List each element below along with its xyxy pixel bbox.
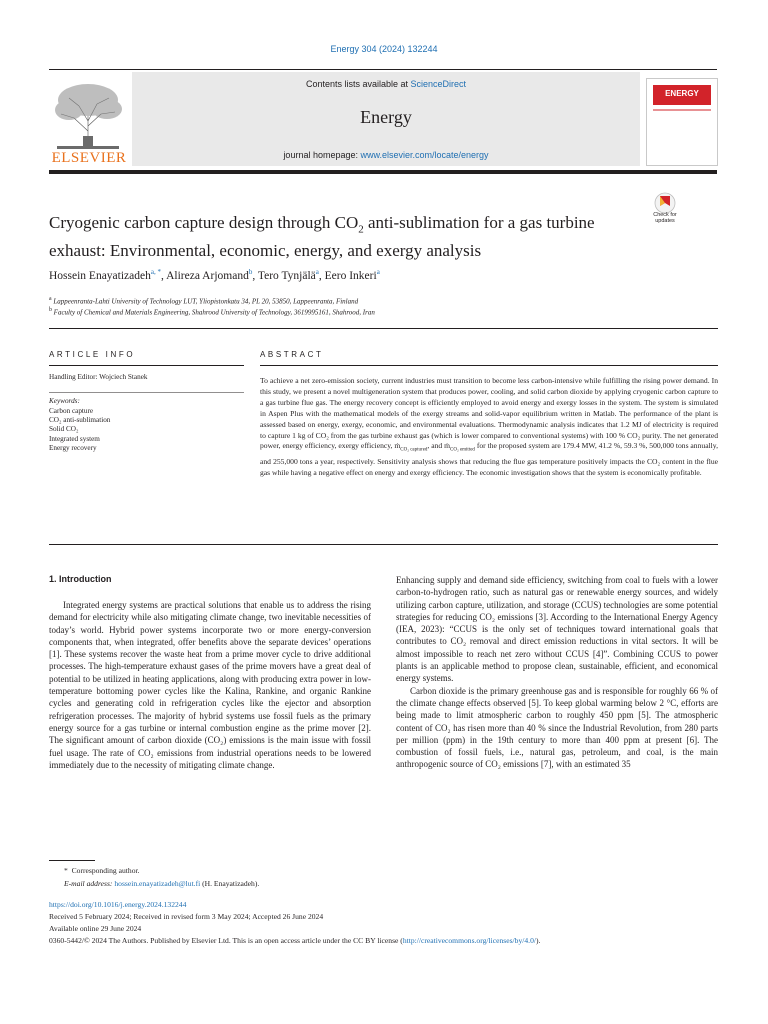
footnote-text: Corresponding author. <box>71 866 140 875</box>
affiliation-text: Faculty of Chemical and Materials Engineering, Shahrood University of Technology, 3619995161, Shahrood, Iran <box>51 308 375 317</box>
abstract-part3: for the proposed system are 179.4 MW, 41.2 %, 59.3 %, 500,000 tons annually, and 255,000 tons a year, respectively. Sensitivity analysis shows that reducing the flue gas temperature positively impacts the CO₂ content in the flue gas while having a negative effect on energy and exergy efficiency. The economic investigation shows that the system is economically profitable. <box>260 441 718 477</box>
author-name[interactable]: Hossein Enayatizadeh <box>49 269 151 282</box>
divider <box>49 365 244 366</box>
divider <box>49 544 718 545</box>
abstract-sub-captured: CO₂ captured <box>400 447 428 453</box>
author-affil-mark[interactable]: a <box>376 268 380 276</box>
license-prefix: 0360-5442/© 2024 The Authors. Published by Elsevier Ltd. This is an open access article under the CC BY license ( <box>49 936 403 945</box>
abstract-part2: , and ṁ <box>427 441 450 451</box>
affiliation-text: Lappeenranta-Lahti University of Technology LUT, Yliopistonkatu 34, PL 20, 53850, Lappeenranta, Finland <box>51 297 359 306</box>
keywords-list <box>49 407 244 453</box>
intro-left-column <box>49 599 371 771</box>
author-name[interactable]: Eero Inkeri <box>324 269 377 282</box>
abstract-sub-emitted: CO₂ emitted <box>450 447 475 453</box>
keyword: Energy recovery <box>49 443 97 452</box>
journal-cover-thumbnail[interactable] <box>646 78 718 166</box>
affiliation-mark: b <box>49 307 52 313</box>
keywords-label: Keywords: <box>49 397 80 405</box>
cover-title: ENERGY <box>665 89 699 98</box>
received-dates: Received 5 February 2024; Received in revised form 3 May 2024; Accepted 26 June 2024 <box>49 912 324 921</box>
email-note <box>64 879 259 888</box>
keyword: Solid CO₂ <box>49 425 79 434</box>
author-list: Hossein Enayatizadeh$^{a, *}$, Alireza Arjomand$^b$, Tero Tynjälä$^a$, Eero Inkeri$^a$ <box>49 268 380 282</box>
homepage-prefix: journal homepage: <box>283 150 361 160</box>
author-affil-mark[interactable]: a <box>315 268 319 276</box>
affiliation <box>49 307 719 316</box>
affiliation <box>49 296 719 305</box>
paragraph: Carbon dioxide is the primary greenhouse gas and is responsible for roughly 66 % of the climate change effects observed [5]. To keep global warming below 2 °C, efforts are being made to limit atmospheric carbon to roughly 450 ppm [5]. The atmospheric content of CO₂ has risen more than 40 % since the Industrial Revolution, from 280 parts per million (ppm) in the 19th century to more than 400 ppm at present [6]. The combustion of fossil fuels, i.e., natural gas, petroleum, and coal, is the main anthropogenic source of CO₂ emissions [7], with an estimated 35 <box>396 685 718 770</box>
doi-link[interactable]: https://doi.org/10.1016/j.energy.2024.132244 <box>49 900 187 909</box>
homepage-link[interactable]: www.elsevier.com/locate/energy <box>360 150 489 160</box>
journal-name: Energy <box>360 107 412 127</box>
affiliation-mark: a <box>49 296 52 302</box>
license-link[interactable]: http://creativecommons.org/licenses/by/4.0/ <box>402 936 536 945</box>
paragraph: Enhancing supply and demand side efficiency, switching from coal to fuels with a lower carbon-to-hydrogen ratio, such as natural gas or renewable energy sources, and widely utilizing carbon capture, utilization, and storage (CCUS) technologies are some potential strategies for reducing CO₂ emissions [3]. According to the International Energy Agency (IEA, 2023): “CCUS is the only set of techniques toward international goals that contributes to CO₂ removal and direct emission reductions in vital sectors. It will be almost impossible to reach net zero without CCUS [4]”. Combining CCUS to power plants is an applicable method to propose clean, sustainable, efficient, and economical energy systems. <box>396 575 718 684</box>
divider <box>49 328 718 329</box>
keyword: Integrated system <box>49 434 100 443</box>
author-affil-mark[interactable]: a, * <box>150 268 161 276</box>
handling-editor: Handling Editor: Wojciech Stanek <box>49 373 148 381</box>
header-bottom-rule <box>49 170 717 174</box>
abstract-text <box>260 376 718 479</box>
check-for-updates-label[interactable] <box>640 212 690 224</box>
footnote-rule <box>49 860 95 861</box>
journal-citation[interactable]: Energy 304 (2024) 132244 <box>330 44 438 54</box>
paragraph: Integrated energy systems are practical solutions that enable us to address the rising demand for electricity while also mitigating climate change, two inevitable necessities of today’s world. Hybrid power systems incorporate two or more energy-conversion components that, when integrated, offer benefits above the separate devices’ operations [1]. These systems recover the waste heat from a prime mover cycle to drive additional processes. The high-temperature exhaust gases of the prime movers have a great deal of potential to be utilized in heating applications, along with producing extra power in low-temperature bottoming power cycles like the Kalina, Rankine, and organic Rankine cycles and generating cold in refrigeration cycles like the ejector and absorption refrigeration processes. The majority of hybrid systems use fossil fuels as the primary energy source for a gas turbine or internal combustion engine as the prime mover [2]. The significant amount of carbon dioxide (CO₂) emissions is the main issue with fossil fuel usage. The rate of CO₂ emissions from industrial operations needs to be lowered immediately due to the necessity of mitigating climate change. <box>49 600 371 770</box>
check-label-line2: updates <box>655 218 675 224</box>
sciencedirect-link[interactable]: ScienceDirect <box>410 79 467 89</box>
title-part1: Cryogenic carbon capture design through CO <box>49 213 359 232</box>
author-name[interactable]: Tero Tynjälä <box>257 269 316 282</box>
author-affil-mark[interactable]: b <box>248 268 253 276</box>
footnote-star: * <box>64 866 68 875</box>
abstract-part1: To achieve a net zero-emission society, current industries must transition to become less carbon-intensive while fulfilling the rising power demand. In this study, we present a novel multigeneration system that produces power, cooling, and solid carbon dioxide by applying cryogenic carbon capture to a gas turbine flue gas. The energy recovery concept is efficiently employed to avoid energy and exergy losses in the system. The system is simulated in Aspen Plus with the mathematical models of the exergy streams and solid-vapor equilibrium written in Matlab. The performance of the plant is assessed based on energy, exergy, economic, and environmental evaluations. Thermodynamic analysis indicates that 1.2 MJ of electricity is required to capture 1 kg of CO₂ from the gas turbine exhaust gas (which is lower compared to conventional systems) with 100 % CO₂ purity. The net generated power, energy efficiency, exergy efficiency, ṁ <box>260 376 718 451</box>
keyword: Carbon capture <box>49 407 94 415</box>
corresponding-author-note <box>64 866 140 875</box>
introduction-heading: 1. Introduction <box>49 574 112 584</box>
available-online: Available online 29 June 2024 <box>49 924 142 933</box>
title-subscript: 2 <box>358 223 364 236</box>
divider <box>260 365 718 366</box>
publisher-logo-text: ELSEVIER <box>51 150 127 166</box>
contents-available <box>132 79 640 89</box>
email-suffix: (H. Enayatizadeh). <box>202 879 260 888</box>
cover-line <box>653 109 711 111</box>
keyword: CO₂ anti-sublimation <box>49 416 111 425</box>
email-link[interactable]: hossein.enayatizadeh@lut.fi <box>114 879 201 888</box>
header-top-rule <box>49 69 717 70</box>
article-info-heading: ARTICLE INFO <box>49 350 136 359</box>
check-for-updates-icon[interactable] <box>652 192 678 214</box>
check-label-line1: Check for <box>653 212 677 218</box>
email-label: E-mail address: <box>64 879 113 888</box>
license-suffix: ). <box>535 936 541 945</box>
author-name[interactable]: Alireza Arjomand <box>166 269 249 282</box>
divider <box>49 392 244 393</box>
contents-prefix: Contents lists available at <box>305 79 411 89</box>
journal-homepage <box>132 150 640 160</box>
abstract-heading: ABSTRACT <box>260 350 324 359</box>
title-part2: anti-sublimation for a gas turbine exhaust: Environmental, economic, energy, and exergy analysis <box>49 213 595 261</box>
article-title <box>49 212 639 262</box>
intro-right-column <box>396 574 718 771</box>
license-line <box>49 936 729 945</box>
